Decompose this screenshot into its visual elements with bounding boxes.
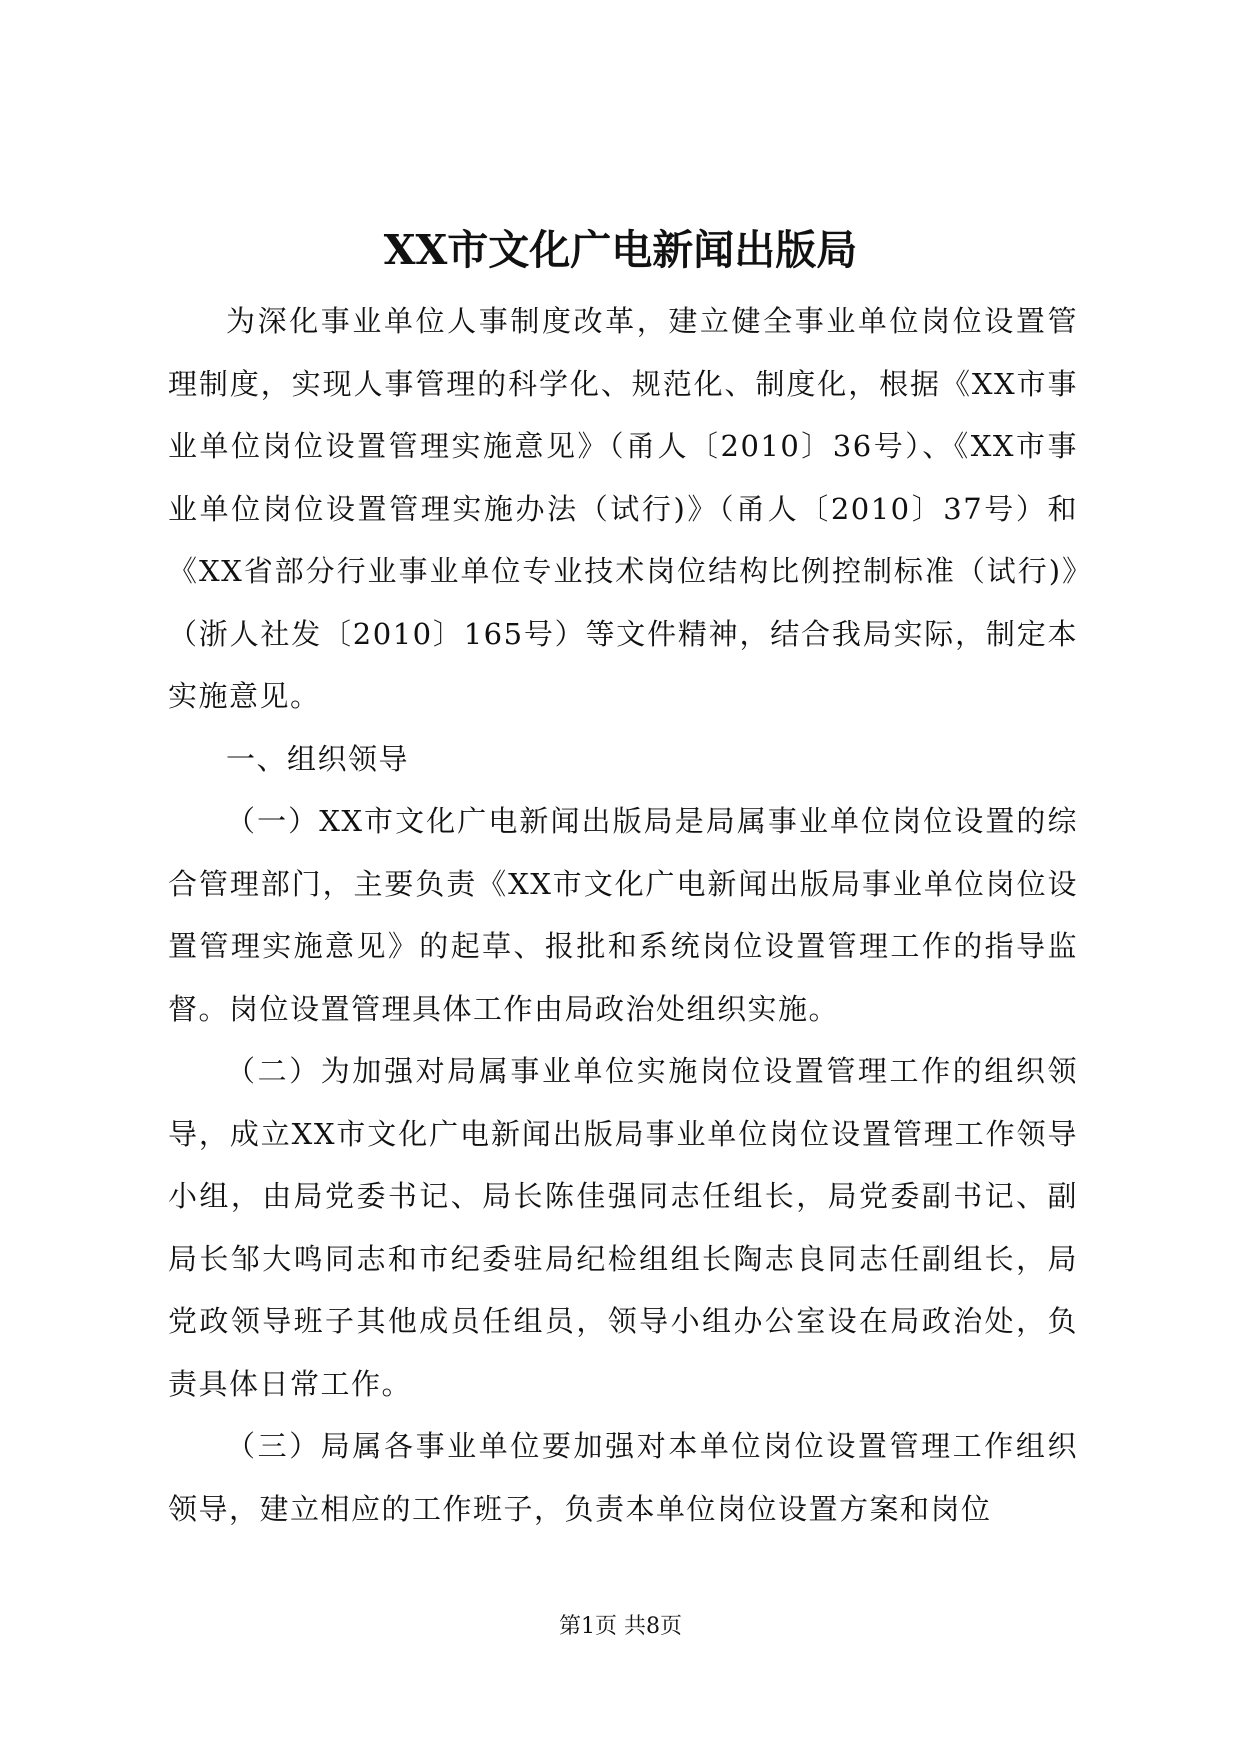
paragraph-item-1: （一）XX市文化广电新闻出版局是局属事业单位岗位设置的综合管理部门，主要负责《XX市文化广电新闻出版局事业单位岗位设置管理实施意见》的起草、报批和系统岗位设置管理工作的指导监督。岗位设置管理具体工作由局政治处组织实施。 (168, 804, 1078, 1026)
section-heading-organization: 一、组织领导 (226, 741, 410, 776)
page-number-footer: 第1页 共8页 (559, 1614, 682, 1639)
paragraph-item-2: （二）为加强对局属事业单位实施岗位设置管理工作的组织领导，成立XX市文化广电新闻出版局事业单位岗位设置管理工作领导小组，由局党委书记、局长陈佳强同志任组长，局党委副书记、副局长邹大鸣同志和市纪委驻局纪检组组长陶志良同志任副组长，局党政领导班子其他成员任组员，领导小组办公室设在局政治处，负责具体日常工作。 (168, 1054, 1078, 1401)
document-title: XX市文化广电新闻出版局 (383, 226, 858, 274)
paragraph-intro: 为深化事业单位人事制度改革，建立健全事业单位岗位设置管理制度，实现人事管理的科学化、规范化、制度化，根据《XX市事业单位岗位设置管理实施意见》（甬人〔2010〕36号）、《XX市事业单位岗位设置管理实施办法（试行)》（甬人〔2010〕37号）和《XX省部分行业事业单位专业技术岗位结构比例控制标准（试行)》（浙人社发〔2010〕165号）等文件精神，结合我局实际，制定本实施意见。 (168, 304, 1078, 713)
document-body (168, 290, 1078, 1540)
paragraph-item-3: （三）局属各事业单位要加强对本单位岗位设置管理工作组织领导，建立相应的工作班子，负责本单位岗位设置方案和岗位 (168, 1429, 1078, 1526)
